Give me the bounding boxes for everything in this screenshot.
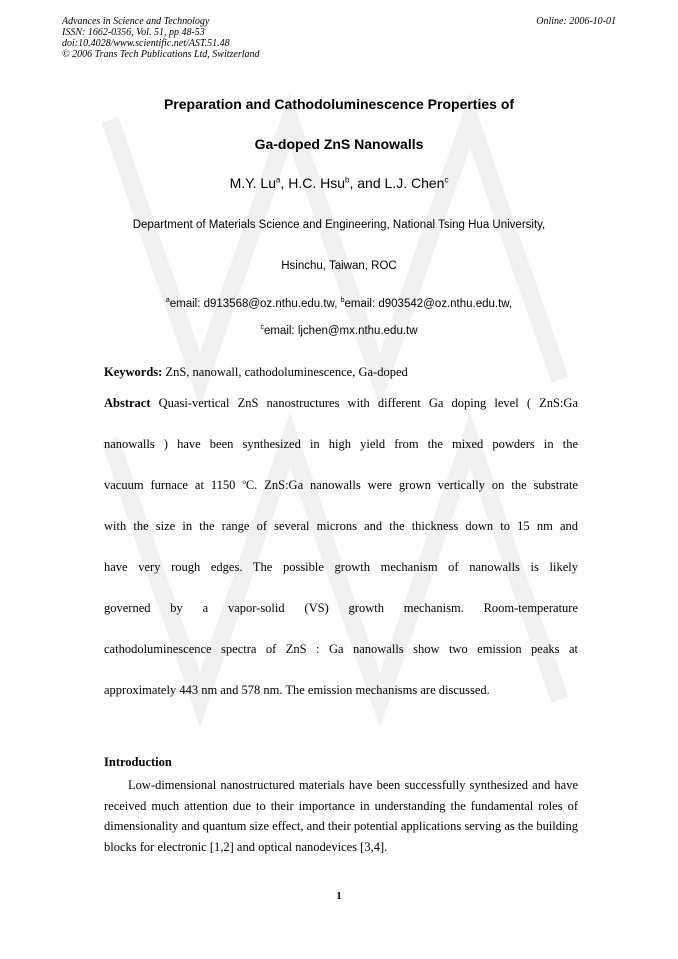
introduction-text: Low-dimensional nanostructured materials have been successfully synthesized and have received much attention due to their importance in understanding the fundamental roles of dimensionality and quantum size effect, and their potential applications serving as the building blocks for electronic [1,2] and optical nanodevices [3,4]. bbox=[104, 778, 578, 855]
abstract-text-3b: C. ZnS:Ga nanowalls were grown vertically on the substrate bbox=[245, 478, 578, 493]
copyright: © 2006 Trans Tech Publications Ltd, Switzerland bbox=[62, 49, 260, 60]
paper-title-line-1: Preparation and Cathodoluminescence Properties of bbox=[163, 96, 515, 112]
page-number: 1 bbox=[336, 890, 342, 902]
keywords-label: Keywords: bbox=[104, 365, 163, 379]
email-b-sup: b bbox=[340, 297, 345, 304]
journal-name: Advances in Science and Technology bbox=[62, 16, 210, 27]
author-list bbox=[0, 175, 678, 191]
keywords bbox=[104, 365, 578, 380]
abstract-line-1 bbox=[104, 396, 578, 411]
author-1: M.Y. Lu bbox=[229, 175, 276, 191]
introduction-heading: Introduction bbox=[104, 755, 172, 769]
issn: ISSN: 1662-0356, Vol. 51, pp 48-53 bbox=[62, 27, 205, 38]
author-2: , H.C. Hsu bbox=[280, 175, 346, 191]
affiliation-line-1: Department of Materials Science and Engineering, National Tsing Hua University, bbox=[132, 219, 546, 231]
keywords-text: ZnS, nanowall, cathodoluminescence, Ga-doped bbox=[162, 365, 408, 379]
author-1-sup: a bbox=[276, 175, 281, 185]
online-date: Online: 2006-10-01 bbox=[536, 16, 616, 27]
affiliation-line-2: Hsinchu, Taiwan, ROC bbox=[281, 260, 397, 272]
abstract-label: Abstract bbox=[104, 396, 151, 410]
abstract-line-7: cathodoluminescence spectra of ZnS : Ga nanowalls show two emission peaks at bbox=[104, 642, 578, 656]
author-3: , and L.J. Chen bbox=[349, 175, 445, 191]
abstract-line-4: with the size in the range of several microns and the thickness down to 15 nm and bbox=[104, 519, 578, 533]
email-line-2 bbox=[0, 324, 678, 337]
introduction-paragraph bbox=[104, 775, 578, 858]
abstract-line-5: have very rough edges. The possible growth mechanism of nanowalls is likely bbox=[104, 560, 578, 574]
abstract-text-1: Quasi-vertical ZnS nanostructures with different Ga doping level ( ZnS:Ga bbox=[150, 396, 578, 410]
abstract-text-3a: vacuum furnace at 1150 bbox=[104, 478, 243, 493]
abstract-line-2: nanowalls ) have been synthesized in high yield from the mixed powders in the bbox=[104, 437, 578, 451]
author-3-sup: c bbox=[444, 175, 449, 185]
journal-header bbox=[62, 16, 616, 60]
abstract-line-8: approximately 443 nm and 578 nm. The emission mechanisms are discussed. bbox=[104, 683, 490, 697]
email-c-sup: c bbox=[260, 324, 264, 331]
paper-title-line-2: Ga-doped ZnS Nanowalls bbox=[254, 136, 424, 152]
email-a: email: d913568@oz.nthu.edu.tw, bbox=[169, 297, 341, 310]
author-2-sup: b bbox=[345, 175, 350, 185]
email-a-sup: a bbox=[165, 297, 170, 304]
abstract-line-3 bbox=[104, 478, 578, 493]
email-c: email: ljchen@mx.nthu.edu.tw bbox=[263, 324, 418, 337]
degree-sup: o bbox=[242, 478, 246, 486]
email-line-1 bbox=[0, 297, 678, 310]
doi: doi:10.4028/www.scientific.net/AST.51.48 bbox=[62, 38, 230, 49]
email-b: email: d903542@oz.nthu.edu.tw, bbox=[344, 297, 513, 310]
abstract-line-6: governed by a vapor-solid (VS) growth mechanism. Room-temperature bbox=[104, 601, 578, 615]
